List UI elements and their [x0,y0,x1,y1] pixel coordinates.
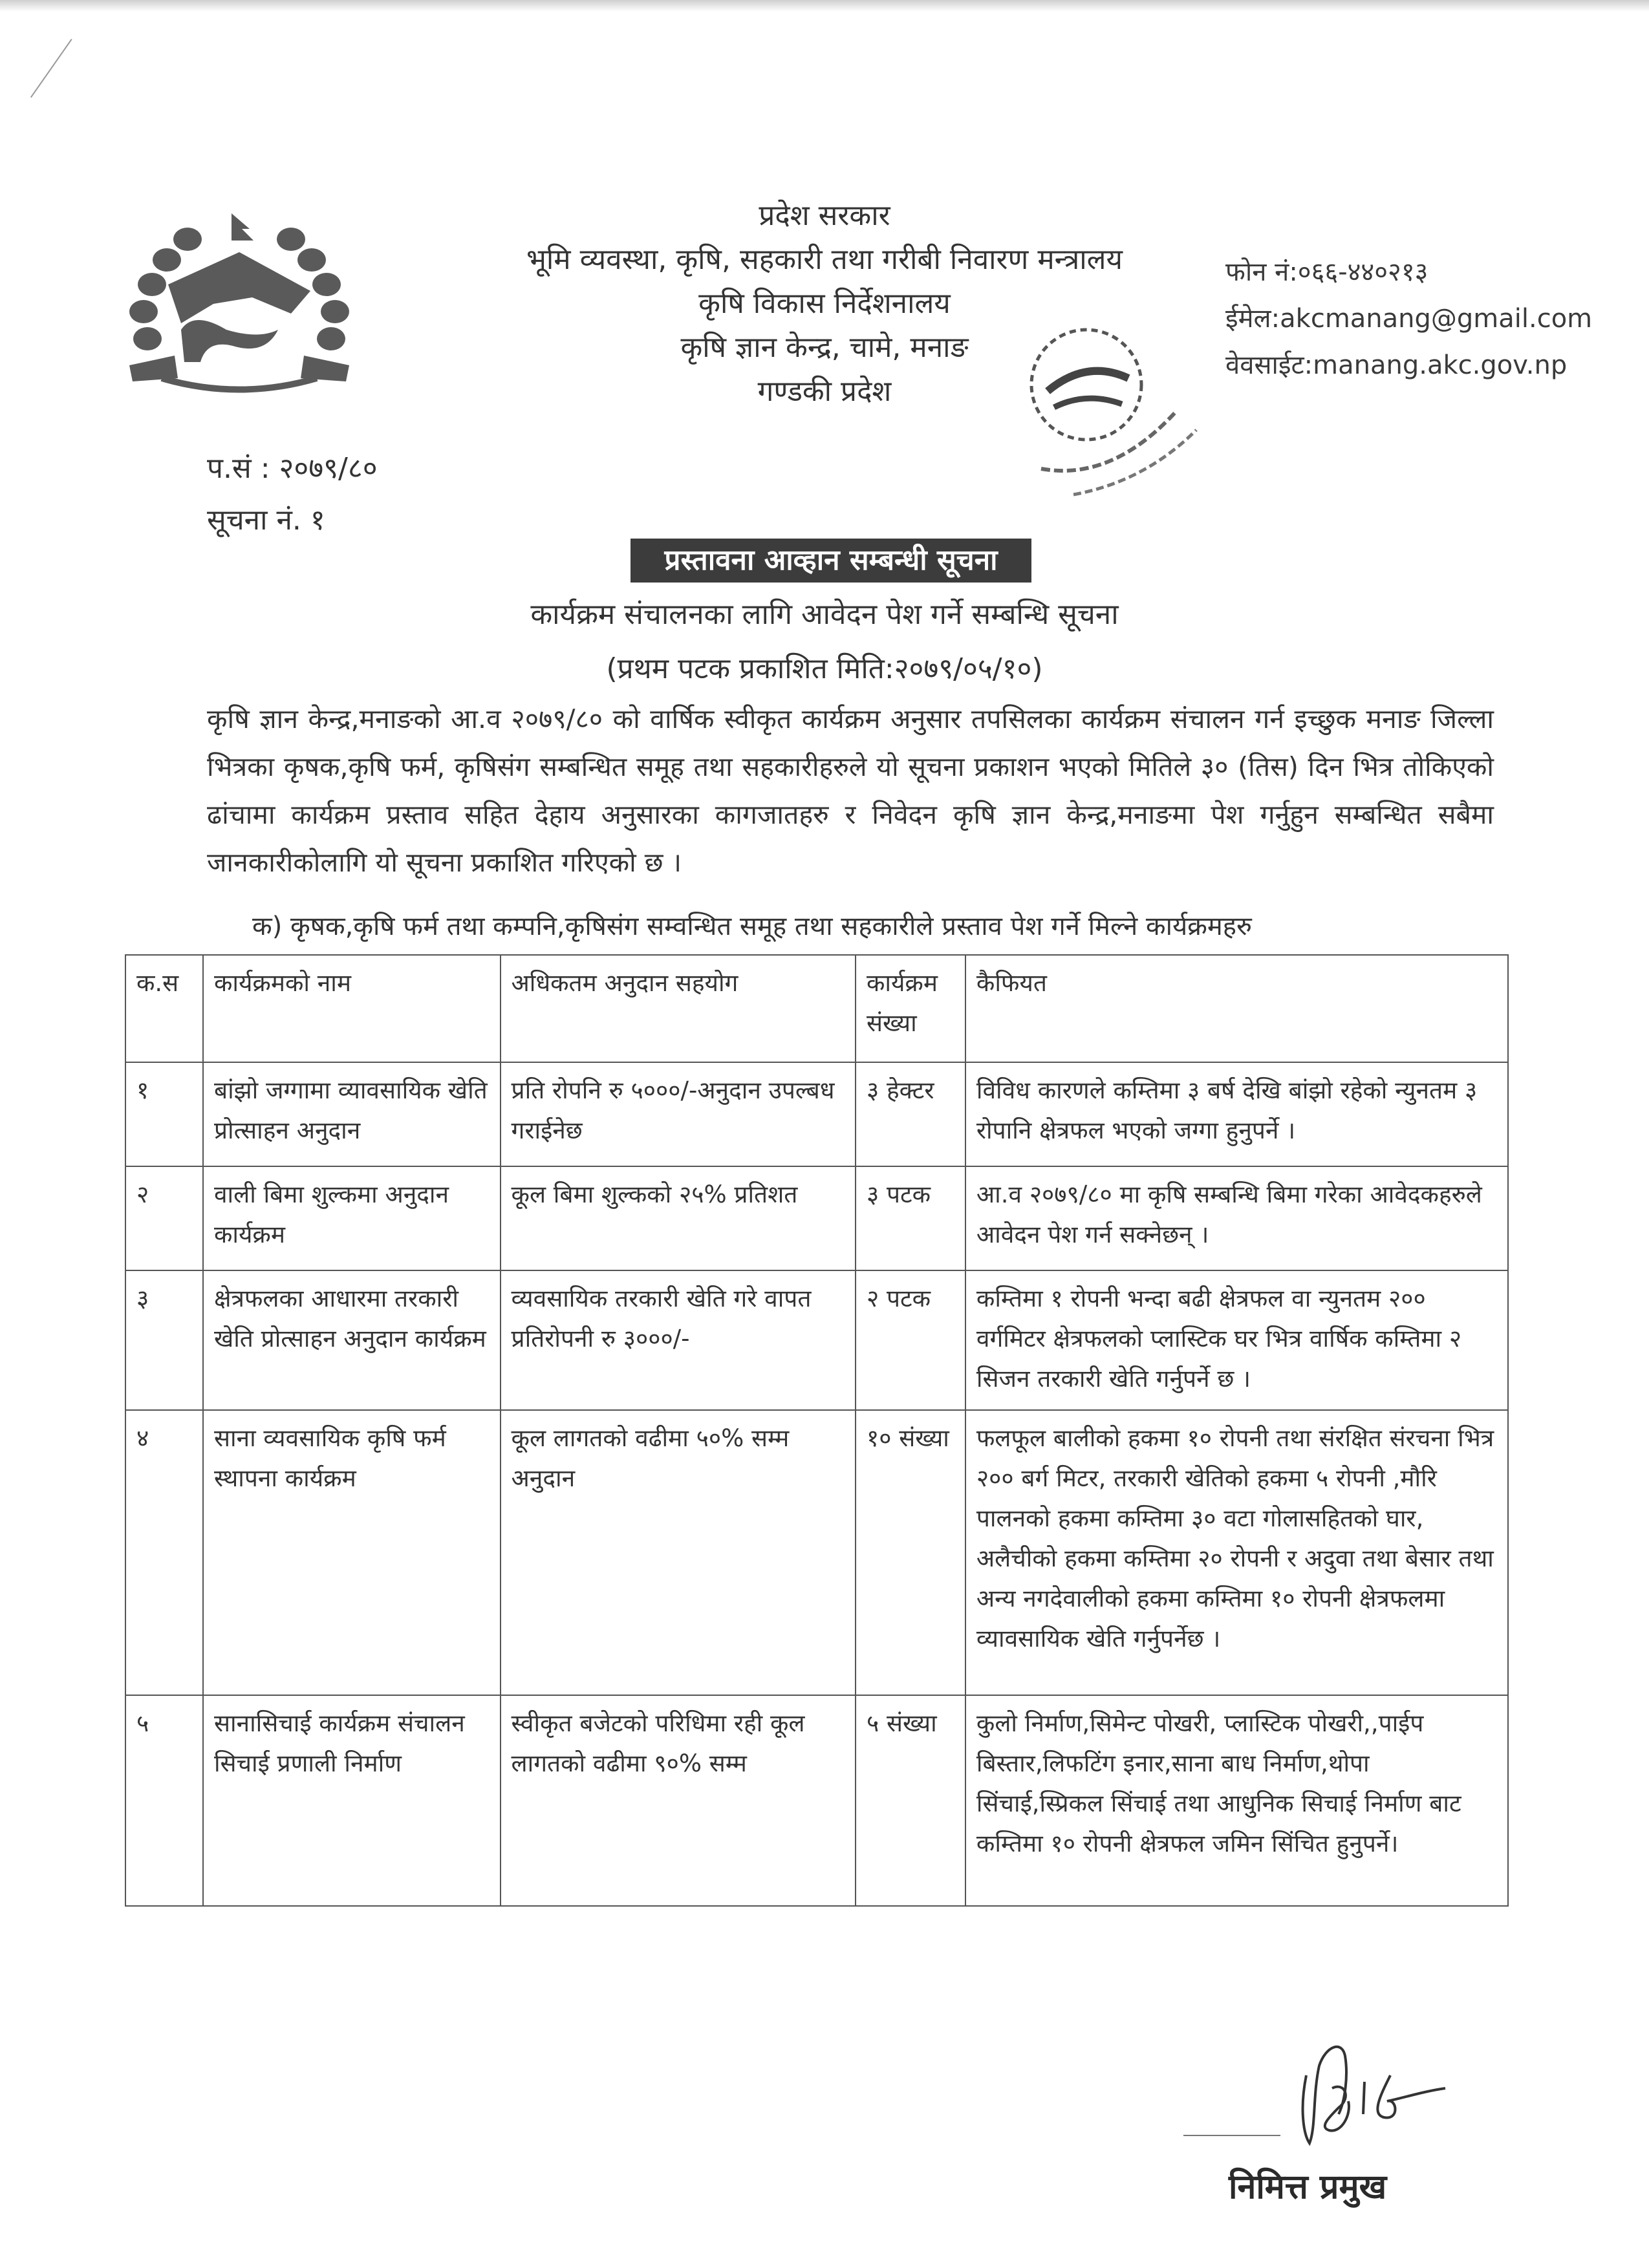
letterhead-line: कृषि विकास निर्देशनालय [698,287,951,320]
signature-line [1183,2135,1280,2136]
cell-program-name: वाली बिमा शुल्कमा अनुदान कार्यक्रम [203,1166,501,1270]
cell-sn: १ [125,1062,203,1166]
contact-block [1225,249,1592,389]
nepal-emblem-icon [116,200,362,407]
email-address[interactable]: ईमेल:akcmanang@gmail.com [1225,304,1593,334]
cell-program-name: क्षेत्रफलका आधारमा तरकारी खेति प्रोत्साहन अनुदान कार्यक्रम [203,1270,501,1410]
notice-title: प्रस्तावना आव्हान सम्बन्धी सूचना [630,539,1031,583]
cell-program-count: ३ पटक [856,1166,965,1270]
cell-sn: ५ [125,1695,203,1906]
cell-program-name: सानासिचाई कार्यक्रम संचालन सिचाई प्रणाली निर्माण [203,1695,501,1906]
office-stamp-icon [1015,320,1222,508]
cell-program-name: साना व्यवसायिक कृषि फर्म स्थापना कार्यक्रम [203,1410,501,1695]
letterhead-line: कृषि ज्ञान केन्द्र, चामे, मनाङ [680,331,969,364]
cell-sn: ४ [125,1410,203,1695]
letterhead-line: गण्डकी प्रदेश [757,375,892,408]
table-row [125,1270,1508,1410]
column-header-sn: क.स [125,955,203,1062]
cell-remarks: आ.व २०७९/८० मा कृषि सम्बन्धि बिमा गरेका आवेदकहरुले आवेदन पेश गर्न सक्नेछन् । [965,1166,1508,1270]
scan-edge-shadow [0,0,1649,12]
table-row [125,1166,1508,1270]
column-header-program-name: कार्यक्रमको नाम [203,955,501,1062]
reference-block [207,443,378,546]
cell-max-grant: प्रति रोपनि रु ५०००/-अनुदान उपल्बध गराईनेछ [501,1062,856,1166]
table-header-row [125,955,1508,1062]
cell-remarks: विविध कारणले कम्तिमा ३ बर्ष देखि बांझो रहेको न्युनतम ३ रोपानि क्षेत्रफल भएको जग्गा हुनुपर्ने । [965,1062,1508,1166]
cell-program-count: ५ संख्या [856,1695,965,1906]
signatory-title: निमित्त प्रमुख [1229,2168,1387,2207]
cell-sn: ३ [125,1270,203,1410]
cell-max-grant: व्यवसायिक तरकारी खेति गरे वापत प्रतिरोपनी रु ३०००/- [501,1270,856,1410]
cell-remarks: कम्तिमा १ रोपनी भन्दा बढी क्षेत्रफल वा न्युनतम २०० वर्गमिटर क्षेत्रफलको प्लास्टिक घर भित्र वार्षिक कम्तिमा २ सिजन तरकारी खेति गर्नुपर्ने छ । [965,1270,1508,1410]
phone-number: फोन नं:०६६-४४०२१३ [1225,257,1428,287]
column-header-program-count: कार्यक्रम संख्या [856,955,965,1062]
cell-remarks: फलफूल बालीको हकमा १० रोपनी तथा संरक्षित संरचना भित्र २०० बर्ग मिटर, तरकारी खेतिको हकमा ५ रोपनी ,मौरि पालनको हकमा कम्तिमा ३० वटा गोलासहितको घार, अलैचीको हकमा कम्तिमा २० रोपनी र अदुवा तथा बेसार तथा अन्य नगदेवालीको हकमा कम्तिमा १० रोपनी क्षेत्रफलमा व्यावसायिक खेति गर्नुपर्नेछ । [965,1410,1508,1695]
publish-date: (प्रथम पटक प्रकाशित मिति:२०७९/०५/१०) [606,652,1043,685]
cell-program-name: बांझो जग्गामा व्यावसायिक खेति प्रोत्साहन अनुदान [203,1062,501,1166]
letterhead-line: प्रदेश सरकार [759,199,890,232]
column-header-max-grant: अधिकतम अनुदान सहयोग [501,955,856,1062]
table-row [125,1062,1508,1166]
table-row [125,1410,1508,1695]
letter-number: प.सं : २०७९/८० [207,452,378,485]
notice-subtitle: कार्यक्रम संचालनका लागि आवेदन पेश गर्ने सम्बन्धि सूचना [530,598,1119,631]
cell-max-grant: स्वीकृत बजेटको परिधिमा रही कूल लागतको वढीमा ९०% सम्म [501,1695,856,1906]
column-header-remarks: कैफियत [965,955,1508,1062]
cell-program-count: ३ हेक्टर [856,1062,965,1166]
notice-body: कृषि ज्ञान केन्द्र,मनाङको आ.व २०७९/८० को वार्षिक स्वीकृत कार्यक्रम अनुसार तपसिलका कार्यक्रम संचालन गर्न इच्छुक मनाङ जिल्ला भित्रका कृषक,कृषि फर्म, कृषिसंग सम्बन्धित समूह तथा सहकारीहरुले यो सूचना प्रकाशन भएको मितिले ३० (तिस) दिन भित्र तोकिएको ढांचामा कार्यक्रम प्रस्ताव सहित देहाय अनुसारका कागजातहरु र निवेदन कृषि ज्ञान केन्द्र,मनाङमा पेश गर्नुहुन सम्बन्धित सबैमा जानकारीकोलागि यो सूचना प्रकाशित गरिएको छ । [207,703,1494,878]
section-heading: क) कृषक,कृषि फर्म तथा कम्पनि,कृषिसंग सम्वन्धित समूह तथा सहकारीले प्रस्ताव पेश गर्ने मिल्ने कार्यक्रमहरु [252,912,1252,941]
pen-mark [30,39,72,98]
cell-remarks: कुलो निर्माण,सिमेन्ट पोखरी, प्लास्टिक पोखरी,,पाईप बिस्तार,लिफटिंग इनार,साना बाध निर्माण,थोपा सिंचाई,स्प्रिकल सिंचाई तथा आधुनिक सिचाई निर्माण बाट कम्तिमा १० रोपनी क्षेत्रफल जमिन सिंचित हुनुपर्ने। [965,1695,1508,1906]
letterhead-line: भूमि व्यवस्था, कृषि, सहकारी तथा गरीबी निवारण मन्त्रालय [526,243,1123,276]
cell-sn: २ [125,1166,203,1270]
handwritten-signature-icon [1293,2037,1449,2146]
notice-number: सूचना नं. १ [207,504,325,537]
website-url[interactable]: वेवसाईट:manang.akc.gov.np [1225,350,1568,380]
table-row [125,1695,1508,1906]
programs-table [125,954,1509,1907]
cell-max-grant: कूल लागतको वढीमा ५०% सम्म अनुदान [501,1410,856,1695]
cell-max-grant: कूल बिमा शुल्कको २५% प्रतिशत [501,1166,856,1270]
cell-program-count: २ पटक [856,1270,965,1410]
cell-program-count: १० संख्या [856,1410,965,1695]
